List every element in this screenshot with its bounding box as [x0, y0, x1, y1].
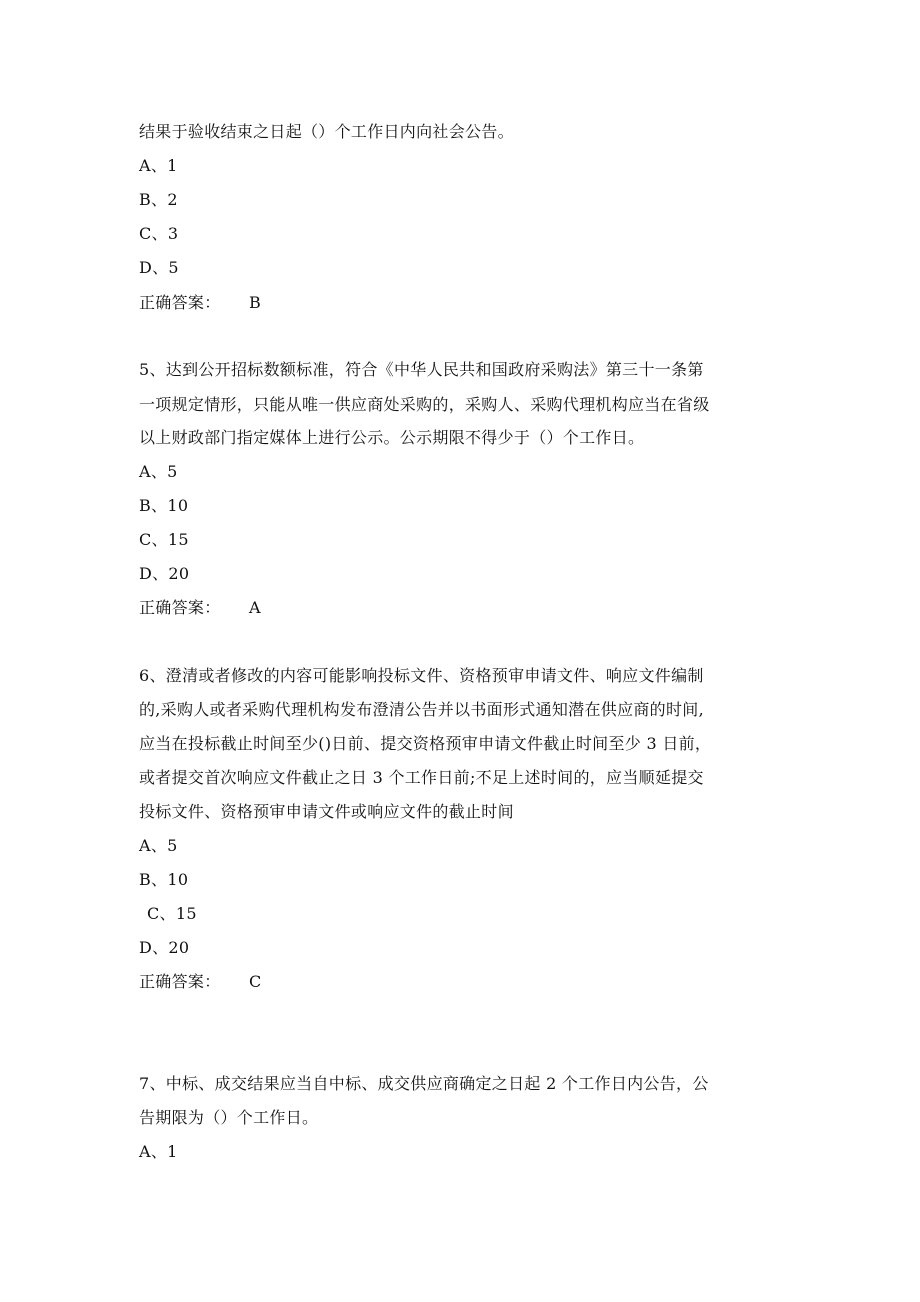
q5-answer [139, 598, 261, 618]
q7-option-a: A、1 [139, 1142, 178, 1161]
q4-stem-line: 结果于验收结束之日起（）个工作日内向社会公告。 [139, 122, 514, 141]
q5-option-c: C、15 [139, 530, 189, 549]
q6-stem-line: 的,采购人或者采购代理机构发布澄清公告并以书面形式通知潜在供应商的时间, [139, 700, 704, 719]
answer-label: 正确答案： [139, 293, 221, 312]
answer-label: 正确答案： [139, 598, 221, 617]
q5-option-d: D、20 [139, 564, 190, 583]
q6-option-b: B、10 [139, 870, 189, 889]
q5-stem-line: 5、达到公开招标数额标准，符合《中华人民共和国政府采购法》第三十一条第 [139, 360, 704, 379]
q6-stem-line: 6、澄清或者修改的内容可能影响投标文件、资格预审申请文件、响应文件编制 [139, 666, 704, 685]
q7-stem-line: 告期限为（）个工作日。 [139, 1108, 319, 1127]
answer-value: B [249, 293, 262, 312]
q6-stem-line: 应当在投标截止时间至少()日前、提交资格预审申请文件截止时间至少 3 日前， [139, 734, 712, 753]
q5-option-a: A、5 [139, 462, 178, 481]
q5-stem-line: 以上财政部门指定媒体上进行公示。公示期限不得少于（）个工作日。 [139, 428, 645, 447]
q5-option-b: B、10 [139, 496, 189, 515]
q6-stem-line: 或者提交首次响应文件截止之日 3 个工作日前;不足上述时间的，应当顺延提交 [139, 768, 704, 787]
q6-option-d: D、20 [139, 938, 190, 957]
q7-stem-line: 7、中标、成交结果应当自中标、成交供应商确定之日起 2 个工作日内公告，公 [139, 1074, 709, 1093]
q4-answer [139, 293, 261, 313]
q4-option-c: C、3 [139, 224, 179, 243]
q4-option-a: A、1 [139, 156, 178, 175]
answer-label: 正确答案： [139, 972, 221, 991]
q4-option-b: B、2 [139, 190, 178, 209]
q6-option-a: A、5 [139, 836, 178, 855]
answer-value: A [249, 598, 261, 617]
q6-stem-line: 投标文件、资格预审申请文件或响应文件的截止时间 [139, 802, 514, 821]
answer-value: C [249, 972, 262, 991]
q6-answer [139, 972, 262, 992]
q6-option-c: C、15 [147, 904, 197, 923]
q5-stem-line: 一项规定情形，只能从唯一供应商处采购的，采购人、采购代理机构应当在省级 [139, 395, 710, 414]
q4-option-d: D、5 [139, 258, 179, 277]
